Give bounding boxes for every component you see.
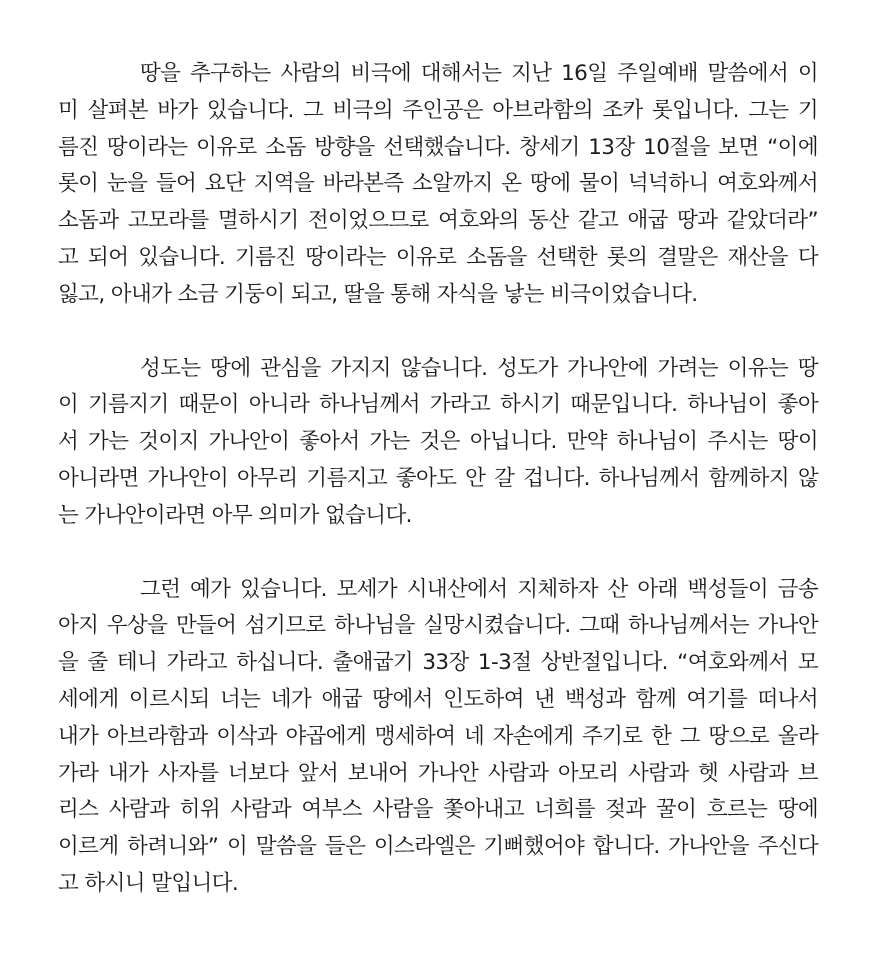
text-line: 서 가는 것이지 가나안이 좋아서 가는 것은 아닙니다. 만약 하나님이 주시는 땅이 (58, 429, 818, 455)
text-line: 롯이 눈을 들어 요단 지역을 바라본즉 소알까지 온 땅에 물이 넉넉하니 여호와께서 (58, 171, 818, 197)
paragraph-2 (58, 351, 818, 535)
text-line: 아니라면 가나안이 아무리 기름지고 좋아도 안 갈 겁니다. 하나님께서 함께하지 않 (58, 465, 818, 491)
text-line: 소돔과 고모라를 멸하시기 전이었으므로 여호와의 동산 같고 애굽 땅과 같았더라” (58, 208, 818, 234)
text-line: 름진 땅이라는 이유로 소돔 방향을 선택했습니다. 창세기 13장 10절을 보면 “이에 (58, 134, 818, 160)
text-line: 그런 예가 있습니다. 모세가 시내산에서 지체하자 산 아래 백성들이 금송 (140, 576, 818, 602)
text-line: 는 가나안이라면 아무 의미가 없습니다. (58, 502, 412, 528)
text-line: 이 기름지기 때문이 아니라 하나님께서 가라고 하시기 때문입니다. 하나님이 좋아 (58, 392, 818, 418)
text-line: 고 되어 있습니다. 기름진 땅이라는 이유로 소돔을 선택한 롯의 결말은 재산을 다 (58, 244, 818, 270)
text-line: 성도는 땅에 관심을 가지지 않습니다. 성도가 가나안에 가려는 이유는 땅 (140, 355, 818, 381)
text-line: 내가 아브라함과 이삭과 야곱에게 맹세하여 네 자손에게 주기로 한 그 땅으로 올라 (58, 723, 818, 749)
text-line: 아지 우상을 만들어 섬기므로 하나님을 실망시켰습니다. 그때 하나님께서는 가나안 (58, 613, 818, 639)
document-body (58, 56, 818, 903)
text-line: 잃고, 아내가 소금 기둥이 되고, 딸을 통해 자식을 낳는 비극이었습니다. (58, 281, 698, 307)
paragraph-3 (58, 572, 818, 903)
text-line: 세에게 이르시되 너는 네가 애굽 땅에서 인도하여 낸 백성과 함께 여기를 떠나서 (58, 686, 818, 712)
text-line: 을 줄 테니 가라고 하십니다. 출애굽기 33장 1-3절 상반절입니다. “여호와께서 모 (58, 650, 818, 676)
text-line: 가라 내가 사자를 너보다 앞서 보내어 가나안 사람과 아모리 사람과 헷 사람과 브 (58, 760, 818, 786)
text-line: 땅을 추구하는 사람의 비극에 대해서는 지난 16일 주일예배 말씀에서 이 (140, 61, 818, 86)
text-line: 미 살펴본 바가 있습니다. 그 비극의 주인공은 아브라함의 조카 롯입니다. 그는 기 (58, 97, 818, 123)
text-line: 이르게 하려니와” 이 말씀을 들은 이스라엘은 기뻐했어야 합니다. 가나안을 주신다 (58, 834, 818, 860)
text-line: 리스 사람과 히위 사람과 여부스 사람을 쫓아내고 너희를 젖과 꿀이 흐르는 땅에 (58, 797, 818, 823)
paragraph-1 (58, 56, 818, 314)
text-line: 고 하시니 말입니다. (58, 870, 239, 896)
